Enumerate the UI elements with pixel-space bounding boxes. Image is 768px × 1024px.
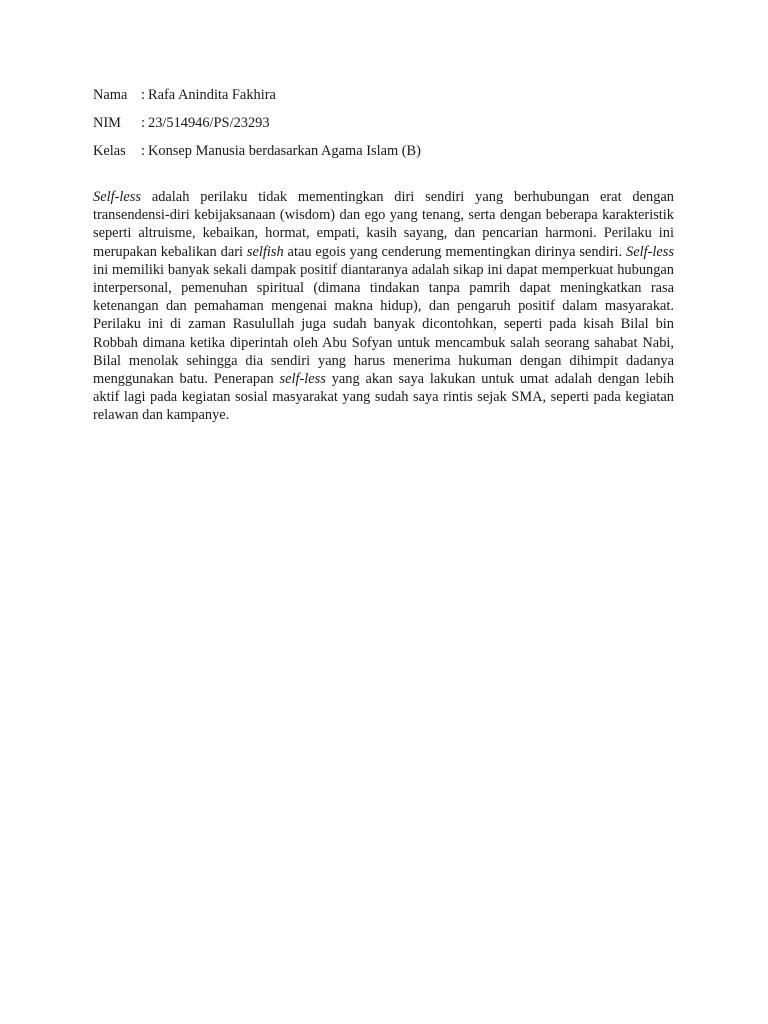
info-label: Nama bbox=[93, 87, 128, 103]
paragraph-text: atau egois yang cenderung mementingkan dirinya sendiri. bbox=[283, 243, 627, 260]
paragraph-text: yang akan saya lakukan untuk umat adalah dengan lebih aktif lagi pada kegiatan sosial masyarakat yang sudah saya rintis sejak SMA, seperti pada kegiatan relawan dan kampanye. bbox=[93, 371, 674, 424]
italic-term: selfish bbox=[246, 243, 284, 260]
info-separator: : bbox=[141, 143, 145, 159]
info-label: NIM bbox=[93, 115, 121, 131]
info-value: Rafa Anindita Fakhira bbox=[148, 87, 276, 103]
info-value: Konsep Manusia berdasarkan Agama Islam (B) bbox=[148, 143, 421, 159]
italic-term: Self-less bbox=[93, 189, 141, 205]
paragraph-text: adalah perilaku tidak mementingkan diri sendiri yang berhubungan erat dengan transendensi-diri kebijaksanaan (wisdom) dan ego yang tenang, serta dengan beberapa karakteristik seperti altruisme, kebaikan, hormat, empati, kasih sayang, dan pencarian harmoni. Perilaku ini merupakan kebalikan dari bbox=[93, 189, 674, 260]
italic-term: Self-less bbox=[626, 243, 674, 260]
info-value: 23/514946/PS/23293 bbox=[148, 115, 270, 131]
student-info bbox=[93, 86, 674, 160]
info-label: Kelas bbox=[93, 143, 126, 159]
info-row-class bbox=[93, 142, 674, 160]
italic-term: self-less bbox=[279, 371, 326, 388]
info-row-nim bbox=[93, 114, 674, 132]
paragraph-text: ini memiliki banyak sekali dampak positif diantaranya adalah sikap ini dapat memperkuat hubungan interpersonal, pemenuhan spiritual (dimana tindakan tanpa pamrih dapat meningkatkan rasa ketenangan dan pemahaman mengenai makna hidup), dan pengaruh positif dalam masyarakat. Perilaku ini di zaman Rasulullah juga sudah banyak dicontohkan, seperti pada kisah Bilal bin Robbah dimana ketika diperintah oleh Abu Sofyan untuk mencambuk salah seorang sahabat Nabi, Bilal menolak sehingga dia sendiri yang harus menerima hukuman dengan dihimpit dadanya menggunakan batu. Penerapan bbox=[93, 261, 674, 388]
info-row-name bbox=[93, 86, 674, 104]
info-separator: : bbox=[141, 87, 145, 103]
info-separator: : bbox=[141, 115, 145, 131]
essay-paragraph bbox=[93, 188, 674, 425]
